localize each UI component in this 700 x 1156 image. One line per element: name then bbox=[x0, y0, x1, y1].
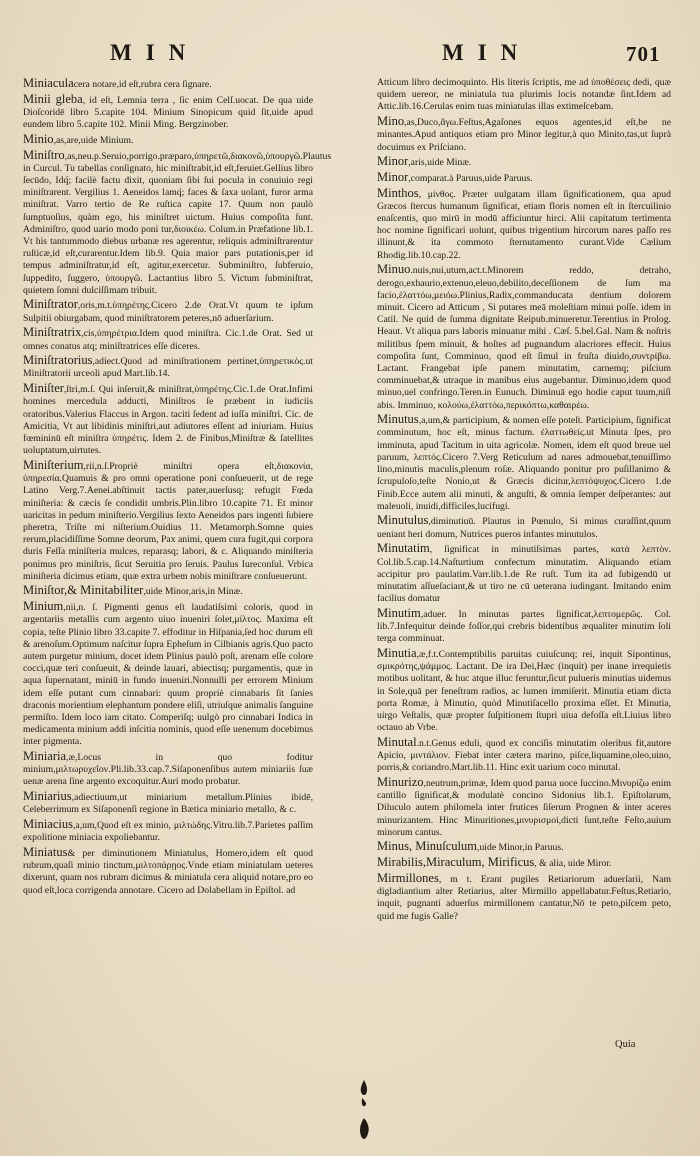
entry-text: ,æ,Locus in quo foditur minium,μιλτωρυχεῖον.Pli.lib.33.cap.7.Siſaponenſibus autem miniariis ſuæ uenæ arena ſine argento excoquitur.Auri modo probatur. bbox=[23, 752, 313, 788]
right-entry bbox=[377, 77, 671, 114]
entry-text: ,cis,ὑπηρέτρια.Idem quod miniſtra. Cic.1.de Orat. Sed ut omnes conatus atq; miniſtratrices eſſe diceres. bbox=[23, 328, 313, 352]
entry-text: ,oris,m.t.ὑπηρέτης.Cicero 2.de Orat.Vt quum te ipſum Sulpitii obiurgabam, quod miniſtratorem peteres,nō aduerſarium. bbox=[23, 300, 313, 324]
entry-headword: Miniarius bbox=[23, 789, 72, 804]
entry-headword: Miniſtratrix bbox=[23, 325, 82, 340]
entry-text: & per diminutionem Miniatulus, Homero,idem eſt quod rubrum,quaſi minio tinctum,μιλτοπάρῃος.Vnde etiam miniatulam ueteres dixerunt, quam nos rubram dicimus & miniatula cera aliquid notare,pro eo quod eſt,loca corrigenda annotare. Cicero ad Dolabellam in Epiſtol. ad bbox=[23, 847, 313, 896]
entry-headword: Miniſter bbox=[23, 381, 64, 396]
entry-text: , μίνθος. Præter uulgatam illam ſignificationem, qua apud Græcos ſtercus humanum ſignificat, etiam floris nomen eſt in ſtercuilinio enaſcentis, quo mirū in modū afficiuntur hirci. Alii capitatum tertimenta hoc nomine ſignificari uolunt, quibus trigentium hircorum nares paſſo res illinunt,& ita commoto ſternutamento curant.Vide Cælium Rhodig.lib.10.cap.22. bbox=[377, 188, 671, 261]
entry-headword: Miniacius bbox=[23, 817, 73, 832]
left-entry bbox=[23, 77, 313, 91]
entry-text: ,uide Minor,in Paruus. bbox=[477, 842, 564, 854]
entry-text: cera notare,id eſt,rubra cera ſignare. bbox=[73, 79, 212, 90]
entry-text: ,ſtri,m.ſ. Qui inſeruit,& miniſtrat,ὑπηρέτης.Cic.1.de Orat.Infimi homines mercedula adducti, Miniſtros ſe præbent in iudiciis oratoribus.Valerius Flaccus in Argon. taciti ſedent ad iuſſa miniſtri. Cic. de Amicitia, Vt aut libidinis miniſtri,aut adiutores eſſent ad iniuriam. Huius fœmininū eſt miniſtra ὑπηρέτις. Idem 2. de Finibus,Miniſtræ & ſatellites uoluptatum,uirtutes. bbox=[23, 384, 313, 457]
entry-text: , & alia, uide Miror. bbox=[534, 858, 612, 870]
page-number: 701 bbox=[626, 42, 661, 66]
entry-headword: Minutal bbox=[377, 734, 417, 749]
entry-headword: Mino bbox=[377, 114, 405, 129]
entry-headword: Minutia bbox=[377, 645, 417, 660]
right-entry bbox=[377, 647, 671, 734]
right-entry bbox=[377, 187, 671, 262]
entry-text: .nuis,nui,utum,act.t.Minorem reddo, detraho, derogo,exhaurio,extenuo,eleuo,debilito,deceſſionem de ſum ma facio,ἐλαττόω,μειόω.Plinius,Radix,commanducata dentium dolorem minuit. Cicero ad Atticum , Si putares meā moleſtiam minui poſſe. idem in Catil. Ne quid de ſumma dignitate Reipub.minueretur.Terentius in Prolog. Heaut. Vt aliqua pars laboris minuatur mihi . Cæſ. 5.bel.Gal. Nam & noſtris militibus ſpem minuit, & hoſtes ad pugnandum alacriores effecit. Huius compoſita ſunt, Comminuo, quod eſt ſimul in fruſta diuido,συντρίβω. Lactant. Frangebat ipſe panem minutatim, carnemq; piſcium comminuebat,& utraque in manibus eius augebantur. Diminuo,idem quod minuo,uel confringo.Teren.in Eunuch. Diminuā ego hodie caput tuum,niſi abis. Imminuo, κολούω,ἐλαττόω,περικόπτω,καθαιρέω. bbox=[377, 265, 671, 411]
right-entry bbox=[377, 514, 671, 540]
entry-text: .n.t.Genus eduli, quod ex conciſis minutatim oleribus fit,autore Apicio, μιντάλιον. Fiebat inter cætera marino, piſce,liquamine,oleo,uino, porris,& coriandro.Mart.lib.11. Hinc exit uarium coco minutal. bbox=[377, 737, 671, 774]
entry-text: ,a,um,Quod eſt ex minio, μιλτώδης.Vitru.lib.7.Parietes paſſim expolitione miniacia expoliebantur. bbox=[23, 820, 313, 844]
left-entry bbox=[23, 818, 313, 844]
entry-text: , m t. Erant pugiles Retiariorum aduerſarii, Nam digladiantium alter Retiarius, alter Mirmillo appellabatur.Feſtus,Retiario, inquit, pugnanti aduerſus mirmillonem cantatur,Nō te peto,piſcem peto, quid me fugis Galle? bbox=[377, 873, 671, 922]
entry-headword: Minutulus bbox=[377, 513, 429, 528]
entry-text: , ſignificat in minutiſsimas partes, κατὰ λεπτὸν. Col.lib.5.cap.14.Naſturtium confectum minutatim. Aliquando etiam accipitur pro paulatim.Varr.lib.1.de Re ruſt. Tum ita ad ſubigendū ut minutatim aſſueſaciant,& ut tiro ne cū ueterana iudingant. Imitando enim facilius domatur bbox=[377, 544, 671, 605]
printer-ornament-icon bbox=[352, 1078, 376, 1144]
entry-headword: Miniſtro bbox=[23, 147, 65, 162]
entry-text: ,as,Duco,ἄγω.Feſtus,Agaſones equos agentes,id eſt,be ne minantes.Apud antiquos etiam pro Minor legitur,à quo Minito,tas,ut ſuprà docuimus ex Priſciano. bbox=[377, 117, 671, 153]
left-entry bbox=[23, 93, 313, 132]
left-entry bbox=[23, 750, 313, 789]
entry-headword: Mirmillones bbox=[377, 870, 439, 885]
right-entry bbox=[377, 115, 671, 154]
entry-headword: Miniſtor,& Minitabiliter bbox=[23, 583, 144, 598]
entry-text: ,adiect.Quod ad miniſtrationem pertinet,ὑπηρετικὸς.ut Miniſtratorii urceoli apud Mart.lib.14. bbox=[23, 356, 313, 380]
right-entry bbox=[377, 542, 671, 605]
left-entry bbox=[23, 600, 313, 748]
entry-headword: Miniſterium bbox=[23, 457, 84, 472]
entry-headword: Minuo bbox=[377, 262, 411, 277]
entry-headword: Miniſtratorius bbox=[23, 353, 93, 368]
entry-text: Atticum libro decimoquinto. His literis ſcriptis, me ad ὑποθέσεις dedi, quæ quidem uereor, ne miniatula tua plurimis locis notandæ ſint.Idem ad Attic.lib.16.Cerulas enim tuas miniatulas illas extimeſcebam. bbox=[377, 77, 671, 113]
right-entry bbox=[377, 607, 671, 646]
left-entry bbox=[23, 584, 313, 598]
left-entry bbox=[23, 298, 313, 324]
entry-headword: Minurizo bbox=[377, 774, 424, 789]
entry-text: ,uide Minor,aris,in Minæ. bbox=[143, 586, 243, 598]
entry-text: ,rii,n.ſ.Propriè miniſtri opera eſt,διακονία, ὑπηρεσία.Quamuis & pro omni operatione poni conſueuerit, ut de rege Latino Verg.7.Aenei.abſtinuit tactis pater,auerſusq; refugit Fœda miniſteria: & cæcis ſe condidit umbris.Plin.libro 10.capite 71. Et minor uaricitas in pedum miniſterio.Vergilius ſexto Aeneidos pars ingenti ſubiere pheretra, Triſte mi niſterium.Ouidius 11. Metamorph.Somne quies rerum,placidiſſime Somne deorum, Pax animi, quem cura fugit,qui corpora duris Feſſa miniſteria mulces, reparasq; labori, & c. Aliquando miniſteria ponimus pro miniſtris, ſicut Seruitia pro ſeruis. Paulus Iureconſul. Vrbica miniſteria dicimus etiam, quæ extra urbem nobis miniſtrare conſueuerunt. bbox=[23, 460, 314, 582]
entry-text: ,aduer. In minutas partes ſignificat,λεπτομερῶς. Col. lib.7.Infequitur deinde foſſor,qui crebris bidentibus æqualiter minutim ſoli terga comminuat. bbox=[377, 608, 671, 645]
right-entry bbox=[377, 413, 671, 513]
entry-headword: Minutim bbox=[377, 605, 421, 620]
right-entry bbox=[377, 263, 671, 411]
entry-headword: Minutus bbox=[377, 412, 419, 427]
entry-headword: Minthos bbox=[377, 185, 419, 200]
entry-text: ,as,are,uide Minium. bbox=[53, 134, 134, 146]
right-entry bbox=[377, 840, 671, 854]
entry-headword: Minus, Minuſculum bbox=[377, 839, 478, 854]
left-entry bbox=[23, 147, 332, 297]
right-entry bbox=[377, 155, 671, 169]
entry-text: ,adiectiuum,ut miniarium metallum.Plinius ibidē, Celeberrimum ex Siſaponenſi regione in Bætica miniario metallo, & c. bbox=[23, 792, 313, 816]
entry-text: , id eſt, Lemnia terra , ſic enim Celſ.uocat. De qua uide Dioſcoridē libro 5.capite 104. Minium Sinopicum quid ſit,uide apud eundem libro 5.capite 102. Minii Ming. Bergzinober. bbox=[23, 94, 314, 131]
entry-text: ,diminutiuū. Plautus in Pœnulo, Si minus curaſſint,quum ueniant heri domum, Nutrices pueros infantes minutulos. bbox=[377, 516, 671, 540]
left-entry bbox=[23, 790, 313, 816]
entry-headword: Minio bbox=[23, 131, 54, 146]
entry-headword: Minor bbox=[377, 154, 409, 169]
entry-headword: Miniſtrator bbox=[23, 297, 78, 312]
running-header bbox=[0, 40, 700, 72]
header-left-word: MIN bbox=[110, 40, 200, 65]
right-column bbox=[377, 77, 671, 924]
left-entry bbox=[23, 382, 313, 457]
entry-text: ,as,neu.p.Seruio,porrigo.præparo,ὑπηρετῶ,διακονῶ,ὑπουργῶ.Plautus in Curcul. Tu tabellas conſignato, hic miniſtrabit,id eſt,feruiet.Gellius libro ſecūdo, Idq́; facilè factu dixit, quoniam ſibi ſui pocula in conuiuio regi miniſtrarent. Vergilius 1. Aeneidos lamq́; faces & ſaxa uolant, furor arma miniſtrat. Varro tertio de Re ruſtica capite 17. Quum non paulò ſumptuoſius, quàm ego, his miniſtret uictum. Huius compoſita ſunt. Adminiſtro, quod uario modo poni tur,διοικέω. Colum.in Præfatione lib.1. Vt his tantummodo diebus urbanæ res agerentur, reliquis adminiſtrarentur ruſticæ,id eſt,curarentur.Idem lib.9. Quia maior pars putationis,per id tempus adminiſtratur,id eſt, agitur,exercetur. Subminiſtro, ſubferuio, ſuppedito, ſuggero, ὑπουργῶ. Lactantius libro 5. Victum ſubminiſtrat, quietem ſomni dulciſſimam tribuit. bbox=[23, 150, 332, 296]
right-entry bbox=[377, 872, 671, 923]
left-entry bbox=[23, 354, 313, 380]
entry-text: ,neutrum,primæ, Idem quod parua uoce ſuccino.Μινυρίζω enim cantillo ſignificat,& modulatè concino Sidonius lib.1. Epiſtolarum, Diluculo autem philomela inter frutices ſiſerum Prognen & inter aceres minurizantem. Hinc Minuritiones,μινυρισμοὶ,dicti ſunt,teſte Feſto,auium minorum cantus. bbox=[377, 777, 671, 838]
left-entry bbox=[23, 326, 313, 352]
entry-text: ,æ,f.t.Contemptibilis paruitas cuiuſcunq; rei, inquit Sipontinus, σμικρότης,ψάμμος. Lactant. De ira Dei,Hæc (inquit) per inane irrequietis motibus uolitant, & huc atque illuc feruntur,ſicut pulueris minutias uidemus in Sole,quā per feneſtram radios, ac lumen immiſerit. Minutia etiam dicta porta Romæ, à Minutio, quòd Minutiſacello proxima eſſet. Et Minutia, uirgo Veſtalis, quæ propter ſuſpitionem ſtupri uiua defoſſa eſt.Liuius libro octauo ab Vrbe. bbox=[377, 648, 671, 734]
entry-headword: Minii gleba bbox=[23, 91, 83, 106]
entry-headword: Minium bbox=[23, 599, 64, 614]
entry-text: ,nii,n. ſ. Pigmenti genus eſt laudatiſsimi coloris, quod in argentariis metallis cum argento uiuo inueniri ſolet,μίλτος. Maxima eſt copia, teſte Plinio libro 33.capite 7. effoditur in Hiſpania,ſed hoc durum eſt & arenoſum.Optimum naſcitur ſupra Epheſum in Cilbianis agris.Quo pacto autem purgetur minium, docet idem Plinius paulò poſt, arenam eſſe colore cocci,quæ teri conſueuit, & deinde lauari, abiectisq; purgamentis, quæ in aqua ſupernatant, miniū in fundo inueniri.Nonnulli per errorem Minium idem eſſe putant cum cinnabari: quum propriè cinnabaris ſit ſanies draconis morientium elephantum pondere eliſi, utriuſque animalis ſanguine permiſto. Idem loco iam citato. Comperiſq; uulgò pro cinnabari Indica in medicamenta minium addi inſcitia nominis, quod eſſe uenenum docebimus inter pigmenta. bbox=[23, 602, 314, 748]
entry-headword: Mirabilis,Miraculum, Mirificus bbox=[377, 855, 535, 870]
entry-headword: Miniaria bbox=[23, 749, 67, 764]
entry-text: ,aris,uide Minæ. bbox=[408, 157, 472, 169]
right-entry bbox=[377, 171, 671, 185]
header-right-word: MIN bbox=[442, 40, 532, 65]
entry-text: ,comparat.à Paruus,uide Paruus. bbox=[408, 172, 533, 184]
catchword: Quia bbox=[615, 1039, 636, 1050]
left-entry bbox=[23, 133, 313, 147]
entry-text: ,a,um,& participium, & nomen eſſe poteſt. Participium, ſignificat comminutum, hoc eſt, minus factum. ἐλαττωθείς.ut Minuta ſpes, pro imminuta, apud Tacitum in uita agricolæ. Nomen, idem eſt quod breue uel paruum, λεπτός.Cicero 7.Verg Reticulum ad nares admouebat,tenuiſſimo lino,minutis maculis,plenum roſæ. Aliquando ponitur pro puſillanimo & ſcrupuloſo,teſte Nonio,ut & Græcis dicitur,λεπτόψυχος.Cicero 1.de Finib.Ecce autem alii minuti, & anguſti, & omnia ſemper deſperantes: aut maleuoli, inuidi,difficiles,lucifugi. bbox=[377, 415, 671, 512]
right-entry bbox=[377, 736, 671, 775]
entry-headword: Minutatim bbox=[377, 541, 430, 556]
left-entry bbox=[23, 459, 313, 583]
right-entry bbox=[377, 776, 671, 839]
entry-headword: Miniacula bbox=[23, 76, 74, 90]
entry-headword: Miniatus bbox=[23, 844, 68, 859]
entry-headword: Minor bbox=[377, 169, 409, 184]
right-entry bbox=[377, 856, 671, 870]
left-column bbox=[23, 76, 332, 898]
left-entry bbox=[23, 846, 313, 897]
